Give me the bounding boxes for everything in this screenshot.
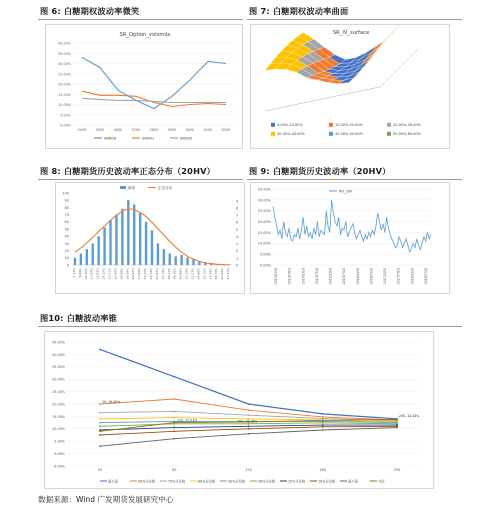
legend-label: 50.00%-60.00% (393, 132, 421, 136)
legend-label: 50%分位数 (228, 479, 246, 484)
y-tick-label: 0.00% (60, 123, 71, 128)
y-tick-label: 15.00% (52, 414, 65, 419)
x-tick-label: 25.83% (154, 268, 159, 280)
x-tick-label: 2014/7/10 (314, 268, 319, 285)
x-tick-label: 2017/1/10 (383, 268, 388, 285)
figure-8-rule (38, 179, 243, 180)
cone-point (248, 428, 250, 430)
y-right-tick-label: 0 (236, 263, 239, 268)
y-left-tick-label: 50 (64, 227, 69, 232)
legend-swatch (387, 123, 391, 127)
legend-label: 20.00%-30.00% (393, 123, 421, 127)
histogram-bar (86, 249, 88, 265)
cone-point (99, 422, 101, 424)
x-tick-label: 6200 (221, 128, 231, 132)
legend-label: 0.00%-10.00% (277, 123, 303, 127)
figure-9-title: 图 9: 白糖期货历史波动率（20HV） (249, 166, 391, 176)
cone-point (99, 425, 101, 427)
y-tick-label: 0.00% (54, 452, 65, 456)
x-tick-label: 5700 (131, 128, 141, 132)
figure-6-title: 图 6: 白糖期权波动率微笑 (40, 6, 140, 16)
histogram-bar (121, 209, 123, 265)
legend-label: 最小值 (348, 479, 358, 484)
x-tick-label: 36.15% (202, 268, 207, 280)
y-left-tick-label: 70 (64, 213, 69, 217)
legend-label: 最大值 (108, 479, 118, 484)
histogram-bar (103, 228, 105, 265)
cone-point (99, 445, 101, 447)
cone-point (322, 424, 324, 426)
cone-point (173, 430, 175, 432)
data-label: 250, 14.44% (399, 413, 420, 418)
y-tick-label: 20.00% (58, 82, 71, 87)
y-tick-label: 20.00% (257, 219, 271, 224)
legend-label: SR905 (180, 135, 193, 141)
x-tick-label: 18.09% (119, 268, 124, 280)
cone-point (173, 398, 175, 400)
hv-timeseries-chart (250, 182, 450, 294)
x-tick-label: 5600 (113, 128, 123, 132)
y-left-tick-label: 90 (64, 198, 69, 203)
vol-smile-chart (45, 24, 243, 149)
legend-label-frequency: 频率 (128, 186, 136, 190)
x-tick-label: 180 (319, 468, 326, 472)
y-tick-label: 5.00% (60, 113, 71, 118)
histogram-bar (133, 205, 135, 265)
y-right-tick-label: 8 (236, 206, 239, 211)
hv-distribution-chart (55, 182, 245, 294)
legend-label: 60%分位数 (198, 479, 216, 484)
legend-label: SR809 (104, 135, 117, 141)
y-tick-label: 40.00% (58, 41, 71, 46)
cone-point (322, 419, 324, 421)
x-axis-line (265, 87, 381, 111)
y-tick-label: 25.00% (58, 72, 71, 77)
histogram-bar (127, 200, 129, 265)
iv-surface-chart (250, 24, 450, 149)
x-tick-label: 32.28% (184, 268, 189, 280)
x-tick-label: 16.80% (113, 268, 118, 280)
y-right-tick-label: 6 (236, 220, 239, 225)
legend-label: 25%分位数 (288, 479, 306, 484)
cone-point (173, 376, 175, 378)
legend-label: 10.00%-20.00% (335, 123, 363, 127)
y-left-tick-label: 40 (64, 234, 69, 239)
x-tick-label: 19.38% (125, 268, 130, 280)
y-tick-label: 15.00% (58, 92, 71, 97)
x-tick-label: 5500 (95, 128, 105, 132)
y-right-tick-label: 4 (236, 234, 239, 239)
histogram-bar (175, 256, 177, 265)
histogram-bar (169, 253, 171, 265)
legend-swatch-frequency (120, 186, 126, 189)
x-tick-label: 23.25% (143, 268, 148, 280)
x-tick-label: 7.77% (71, 268, 76, 278)
legend-label: 30.00%-40.00% (277, 132, 305, 136)
cone-point (99, 412, 101, 414)
cone-point (99, 430, 101, 432)
y-left-tick-label: 20 (64, 249, 69, 253)
legend-swatch (271, 123, 275, 127)
x-tick-label: 2015/7/10 (342, 268, 347, 285)
x-tick-label: 28.41% (166, 268, 171, 280)
y-axis-line (381, 48, 420, 87)
cone-point (396, 418, 398, 420)
cone-point (99, 403, 101, 405)
x-tick-label: 250 (393, 468, 401, 472)
y-tick-label: 35.00% (58, 51, 71, 56)
figure-7-rule (247, 19, 462, 20)
x-tick-label: 30.99% (178, 268, 183, 280)
cone-line-1 (100, 349, 397, 419)
y-tick-label: 10.00% (58, 103, 71, 107)
x-tick-label: 15.51% (107, 268, 112, 280)
cone-point (248, 433, 250, 435)
y-tick-label: 25.00% (52, 390, 65, 394)
y-right-tick-label: 2 (236, 249, 239, 254)
x-tick-label: 40.02% (220, 268, 225, 280)
cone-point (99, 349, 101, 351)
x-tick-label: 33.57% (190, 268, 195, 280)
x-tick-label: 2018/1/10 (410, 268, 415, 285)
y-tick-label: 10.00% (52, 427, 65, 432)
y-tick-label: 35.00% (257, 187, 271, 192)
y-right-tick-label: 3 (236, 242, 239, 247)
x-tick-label: 14.22% (101, 268, 106, 280)
x-tick-label: 27.12% (160, 268, 165, 280)
cone-point (322, 426, 324, 428)
histogram-bar (145, 222, 147, 265)
cone-point (173, 427, 175, 429)
y-tick-label: 35.00% (52, 365, 65, 370)
y-left-tick-label: 30 (64, 241, 69, 246)
figure-6-rule (38, 19, 243, 20)
y-tick-label: 30.00% (58, 62, 71, 66)
y-tick-label: 5.00% (54, 439, 65, 444)
x-tick-label: 29.70% (172, 268, 177, 280)
y-left-tick-label: 100 (62, 191, 69, 196)
y-tick-label: 5.00% (259, 252, 271, 257)
legend-label: 当前 (378, 479, 385, 484)
x-tick-label: 2013/1/10 (274, 268, 278, 285)
data-label: 193, 12.18% (237, 419, 258, 424)
legend-swatch (329, 132, 333, 136)
cone-line-9 (100, 428, 397, 447)
x-tick-label: 41.31% (226, 268, 231, 280)
vol-cone-svg (45, 332, 434, 489)
cone-point (396, 427, 398, 429)
x-tick-label: 37.44% (208, 268, 213, 280)
x-tick-label: 5800 (149, 128, 159, 132)
legend-label: 40.00%-50.00% (335, 132, 363, 136)
x-tick-label: 2018/7/10 (424, 268, 428, 285)
histogram-bar (157, 243, 159, 265)
x-tick-label: 10.35% (83, 268, 88, 280)
cone-point (248, 414, 250, 416)
x-tick-label: 11.64% (89, 268, 94, 280)
iv-surface-svg (251, 25, 450, 149)
legend-label: 90%分位数 (138, 479, 156, 484)
legend-label: 75%分位数 (168, 479, 186, 484)
x-tick-label: 2016/7/10 (369, 268, 374, 285)
x-tick-label: 24.54% (149, 268, 153, 280)
x-tick-label: 6000 (185, 128, 195, 132)
y-tick-label: 20.00% (52, 402, 65, 407)
x-tick-label: 20.67% (131, 268, 136, 280)
legend-label-normal: 正态分布 (158, 186, 173, 190)
histogram-bar (163, 249, 165, 265)
x-tick-label: 5900 (167, 128, 177, 132)
figure-8-title: 图 8: 白糖期货历史波动率正态分布（20HV） (40, 166, 216, 176)
x-tick-label: 20 (97, 468, 103, 472)
legend-label: 10%分位数 (318, 479, 336, 484)
y-tick-label: 10.00% (257, 241, 271, 246)
cone-point (173, 422, 175, 424)
x-tick-label: 2016/1/10 (355, 268, 360, 285)
x-tick-label: 2015/1/10 (328, 268, 333, 285)
x-tick-label: 34.86% (196, 268, 201, 280)
y-right-tick-label: 1 (236, 256, 239, 261)
y-tick-label: 45.00% (52, 340, 65, 345)
data-label: 19, 16.45% (102, 400, 121, 404)
y-right-tick-label: 9 (236, 199, 239, 204)
x-tick-label: 38.73% (214, 268, 219, 280)
y-tick-label: 0.00% (259, 263, 271, 268)
histogram-bar (97, 236, 99, 265)
x-tick-label: 2014/1/10 (301, 268, 306, 285)
x-tick-label: 60 (172, 468, 177, 472)
cone-point (322, 413, 324, 415)
x-tick-label: 12.93% (95, 268, 100, 280)
histogram-bar (115, 215, 117, 265)
histogram-bar (186, 258, 188, 265)
x-tick-label: 9.06% (77, 268, 82, 278)
source-note: 数据来源：Wind 广发期货发展研究中心 (38, 495, 174, 504)
y-left-tick-label: 0 (66, 263, 69, 268)
y-tick-label: 25.00% (257, 209, 271, 214)
series-line-sr905 (82, 98, 226, 102)
x-tick-label: 2017/7/10 (396, 268, 401, 285)
histogram-bar (180, 255, 182, 265)
y-left-tick-label: 60 (64, 220, 69, 225)
cone-point (173, 438, 175, 440)
legend-label: SR901 (142, 135, 155, 141)
cone-point (173, 411, 175, 413)
legend-swatch (387, 132, 391, 136)
chart-title: SR_Option_volsmile (119, 32, 171, 38)
histogram-bar (92, 243, 94, 265)
legend-swatch (271, 132, 275, 136)
y-tick-label: -5.00% (53, 464, 65, 469)
figure-10-rule (38, 326, 462, 327)
rv-1m-line (273, 200, 431, 252)
cone-point (248, 425, 250, 427)
figure-7-title: 图 7: 白糖期权波动率曲面 (249, 6, 349, 16)
vol-cone-chart (44, 331, 434, 489)
hv-timeseries-svg (251, 183, 450, 294)
figure-9-rule (247, 179, 462, 180)
hv-distribution-svg (56, 183, 245, 294)
y-tick-label: 30.00% (52, 377, 65, 382)
y-tick-label: 30.00% (257, 198, 271, 203)
y-left-tick-label: 10 (64, 256, 69, 261)
surface-facet (392, 25, 408, 32)
histogram-bar (109, 220, 111, 265)
cone-point (99, 434, 101, 436)
cone-point (248, 403, 250, 405)
legend-label: RV_1M (339, 188, 352, 194)
cone-point (173, 417, 175, 419)
y-left-tick-label: 80 (64, 205, 69, 210)
cone-point (322, 422, 324, 424)
x-tick-label: 6100 (203, 128, 213, 132)
figure-10-title: 图10: 白糖波动率锥 (40, 313, 118, 323)
cone-point (248, 409, 250, 411)
y-tick-label: 15.00% (257, 230, 271, 235)
y-right-tick-label: 5 (236, 227, 239, 232)
x-tick-label: 120 (245, 468, 252, 472)
x-tick-label: 2013/7/10 (287, 268, 292, 285)
legend-swatch (329, 123, 333, 127)
x-tick-label: 21.96% (137, 268, 142, 280)
cone-point (322, 429, 324, 431)
series-line-sr901 (82, 91, 226, 106)
vol-smile-svg (46, 25, 243, 149)
chart-title: SR_IV_surface (332, 30, 370, 36)
y-right-tick-label: 7 (236, 213, 239, 218)
y-tick-label: 40.00% (52, 352, 65, 357)
legend-label: 40%分位数 (258, 479, 276, 484)
histogram-bar (139, 213, 141, 265)
x-tick-label: 5400 (77, 128, 87, 132)
cone-point (99, 418, 101, 420)
histogram-bar (80, 253, 82, 265)
histogram-bar (151, 230, 153, 265)
histogram-bar (74, 258, 76, 265)
data-label: 120, 12.53% (177, 418, 198, 423)
